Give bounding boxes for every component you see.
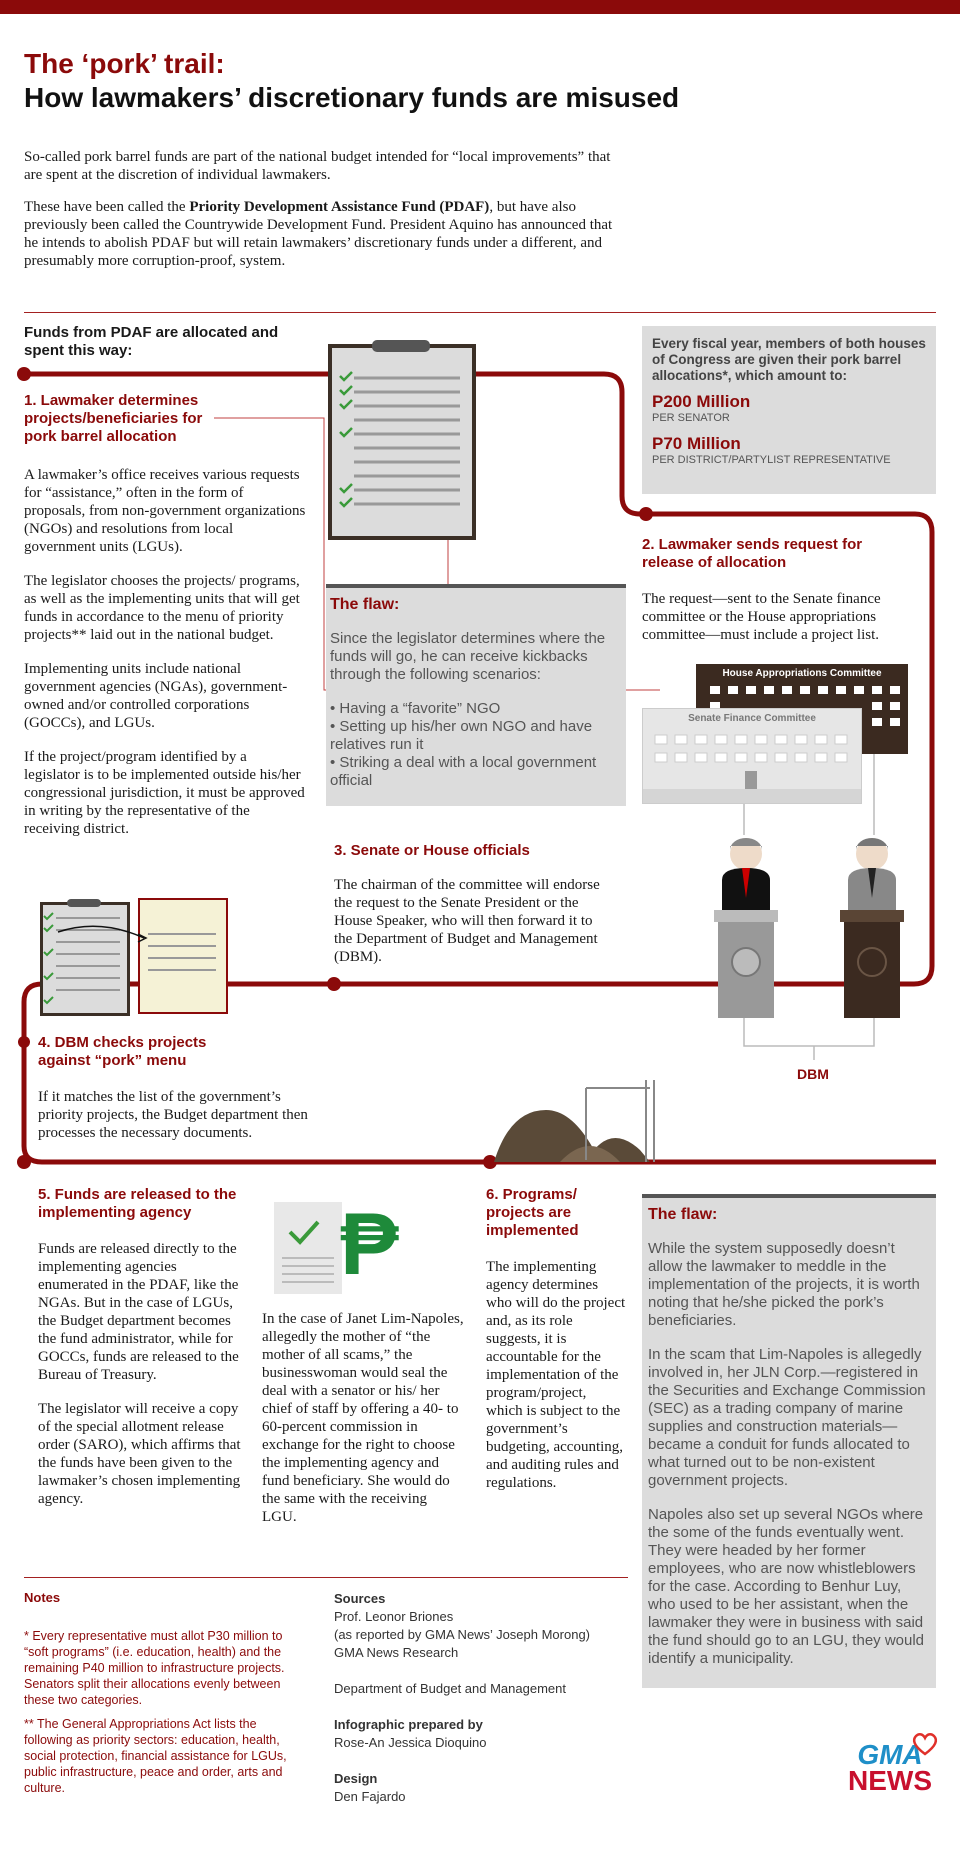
step-1-paragraph: A lawmaker’s office receives various requests for “assistance,” often in the form of proposals, from non-government organizations (NGOs) and resolutions from local government units (LGUs). [24,467,306,555]
house-building-label: House Appropriations Committee [722,668,882,679]
flaw-1-bullet: • Striking a deal with a local government official [330,754,597,789]
flaw-box-1 [326,584,626,806]
flaw-2-text [648,1240,932,1684]
step-3-body: The chairman of the committee will endorse the request to the Senate President or the House Speaker, who will then forward it to the Department of Budget and Management (DBM). [334,877,600,965]
step-5-title: 5. Funds are released to the implementing agency [38,1186,237,1221]
document-transfer-arrow [40,898,230,1014]
representative-label: PER DISTRICT/PARTYLIST REPRESENTATIVE [652,454,891,466]
step-2-title: 2. Lawmaker sends request for release of allocation [642,536,863,571]
senate-windows [643,709,861,803]
step-5-body [38,1240,242,1524]
approved-document-icon [274,1202,342,1294]
representative-amount: P70 Million [652,434,741,453]
napoles-case-text: In the case of Janet Lim-Napoles, allegedly the mother of “the mother of all scams,” the businesswoman would seal the deal with a senator or his/ her chief of staff by offering a 40- to 60-percent commission in exchange for the right to choose the implementing agency and fund beneficiary. She would do the same with the receiving LGU. [262,1311,464,1525]
flaw-1-title: The flaw: [330,596,400,613]
sources-block [334,1590,634,1806]
step-1-paragraph: Implementing units include national government agencies (NGAs), government-owned and/or controlled corporations (GOCCs), and LGUs. [24,661,288,731]
step-2-body: The request—sent to the Senate finance committee or the House appropriations committee—must include a project list. [642,591,881,643]
allocation-box [642,326,936,494]
source-item: (as reported by GMA News’ Joseph Morong) [334,1627,591,1642]
clipboard-icon [328,344,476,540]
officials-illustration [700,836,920,1026]
senate-official-icon [714,838,778,1018]
note-1: * Every representative must allot P30 million to “soft programs” (i.e. education, health) and the remaining P40 million to infrastructure projects. Senators split their allocations evenly between these two categories. [24,1629,285,1707]
title-line-1: The ‘pork’ trail: [24,48,225,79]
prepared-by-name: Rose-An Jessica Dioquino [334,1735,487,1750]
intro-paragraph-1: So-called pork barrel funds are part of the national budget intended for “local improvements” that are spent at the discretion of individual lawmakers. [24,149,611,183]
design-title: Design [334,1771,378,1786]
flaw-1-paragraph: Since the legislator determines where the funds will go, he can receive kickbacks through the following scenarios: [330,630,606,683]
step-1-title: 1. Lawmaker determines projects/beneficiaries for pork barrel allocation [24,392,203,445]
flow-heading: Funds from PDAF are allocated and spent this way: [24,324,279,359]
senate-building-label: Senate Finance Committee [688,713,816,724]
construction-site-icon [490,1070,660,1165]
notes-title: Notes [24,1590,61,1605]
step-1-paragraph: If the project/program identified by a legislator is to be implemented outside his/her congressional jurisdiction, it must be approved in writing by the representative of the receiving district. [24,749,305,837]
step-4-title: 4. DBM checks projects against “pork” menu [38,1034,207,1069]
flaw-1-bullet: • Setting up his/her own NGO and have relatives run it [330,718,593,753]
heart-icon [910,1730,940,1758]
step-5-paragraph: The legislator will receive a copy of the special allotment release order (SARO), which affirms that the funds have been given to the lawmaker’s chosen implementing agency. [38,1401,241,1507]
flaw-2-paragraph: Napoles also set up several NGOs where the some of the funds eventually went. They were headed by her former employees, who are now whistleblowers for the case. According to Benhur Luy, who used to be her assistant, when the lawmaker they were in business with said the fund should go to an LGU, they would identify a municipality. [648,1506,925,1667]
step-6-title: 6. Programs/ projects are implemented [486,1186,579,1239]
flaw-2-paragraph: In the scam that Lim-Napoles is allegedly involved in, her JLN Corp.—registered in the Securities and Exchange Commission (SEC) as a trading company of marine supplies and construction materials—became a conduit for funds allocated to what turned out to be non-existent government projects. [648,1346,926,1489]
step-6-body: The implementing agency determines who will do the project and, as its role suggests, it is accountable for the implementation of the program/project, which is subject to the government’s budgeting, accounting, and auditing rules and regulations. [486,1259,626,1491]
flaw-2-title: The flaw: [648,1206,718,1223]
step-1-paragraph: The legislator chooses the projects/ programs, as well as the implementing units that will get funds in accordance to the menu of priority projects** laid out in the national budget. [24,573,300,643]
step-3-title: 3. Senate or House officials [334,842,530,859]
clipboard-clip [372,340,430,352]
step-1-body [24,466,306,854]
source-item: GMA News Research [334,1645,459,1660]
flaw-1-text [330,630,622,790]
title-line-2: How lawmakers’ discretionary funds are misused [24,82,680,113]
logo-gma: GMA [857,1739,923,1770]
source-item: Department of Budget and Management [334,1681,566,1696]
intro-p2-end: , but have also previously been called the Countrywide Development Fund. President Aquino has announced that he intends to abolish PDAF but will retain lawmakers’ discretionary funds under a different, and presumably more corruption-proof, system. [24,199,613,269]
step-5-paragraph: Funds are released directly to the implementing agencies enumerated in the PDAF, like the NGAs. But in the case of LGUs, the Budget department becomes the fund administrator, while for GOCCs, funds are released to the Bureau of Treasury. [38,1241,239,1383]
peso-icon: ₱ [340,1194,399,1293]
intro-p2-bold: Priority Development Assistance Fund (PDAF) [189,199,490,215]
allocation-intro: Every fiscal year, members of both houses of Congress are given their pork barrel allocations*, which amount to: [652,336,926,383]
prepared-by-title: Infographic prepared by [334,1717,483,1732]
step-4-body: If it matches the list of the government’s priority projects, the Budget department then processes the necessary documents. [38,1089,308,1141]
note-2: ** The General Appropriations Act lists the following as priority sectors: education, health, social protection, financial assistance for LGUs, public infrastructure, peace and order, arts and culture. [24,1717,287,1795]
approved-document-lines [274,1202,342,1294]
intro-p2-start: These have been called the [24,199,190,215]
senate-building-icon [642,708,862,804]
checklist-lines [332,348,472,536]
logo-news: NEWS [848,1765,932,1796]
dbm-label: DBM [797,1066,829,1082]
flaw-2-paragraph: While the system supposedly doesn’t allow the lawmaker to meddle in the implementation of the projects, it is worth noting that he/she picked the pork’s beneficiaries. [648,1240,920,1329]
source-item: Prof. Leonor Briones [334,1609,454,1624]
senator-label: PER SENATOR [652,412,730,424]
sources-title: Sources [334,1591,386,1606]
flaw-1-bullet: • Having a “favorite” NGO [330,700,501,717]
senator-amount: P200 Million [652,392,751,411]
design-name: Den Fajardo [334,1789,406,1804]
house-official-icon [840,838,904,1018]
flaw-box-2 [642,1194,936,1688]
notes-divider [24,1577,628,1578]
